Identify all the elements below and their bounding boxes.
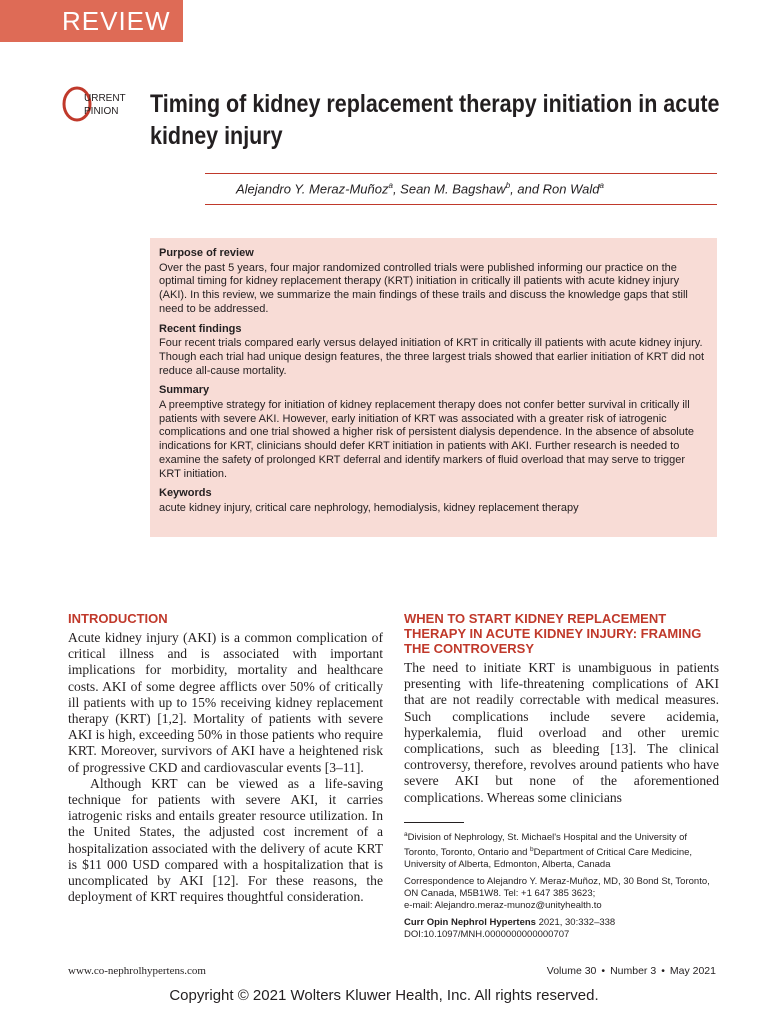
abstract-box — [150, 238, 717, 537]
current-opinion-logo — [62, 84, 132, 124]
affiliation-rule — [404, 822, 464, 823]
affiliations-block — [404, 829, 722, 946]
author-affiliation: b — [505, 181, 511, 190]
affiliation-text: $^a$Division of Nephrology, St. Michael's Hospital and the University of Toronto, Toronto, Ontario and $^b$Department of Critical Care Medicine, University of Alberta, Edmonton, Alberta, Canada — [404, 831, 693, 871]
summary-text: A preemptive strategy for initiation of kidney replacement therapy does not confer better survival in critically ill patients with severe AKI. However, early initiation of KRT was associated with a greater risk of iatrogenic complications and one trial showed a higher risk of persistent dialysis dependence. In the absence of absolute indications for KRT, clinicians should defer KRT initiation in patients with AKI. Further research is needed to examine the safety of prolonged KRT deferral and identify markers of fluid overload that may serve to trigger KRT initiation. — [159, 399, 695, 480]
issue-info: Volume 30 • Number 3 • May 2021 — [546, 965, 716, 977]
introduction-heading: INTRODUCTION — [68, 611, 168, 626]
email-address: e-mail: Alejandro.meraz-munoz@unityhealth.to — [404, 900, 602, 912]
logo-line1: URRENT — [84, 93, 126, 104]
intro-paragraph-1: Acute kidney injury (AKI) is a common complication of critical illness and is associated with important implications for morbidity, mortality and healthcare costs. AKI of some degree afflicts over 50% of critically ill patients with up to 15% receiving kidney replacement therapy (KRT) [1,2]. Mortality of patients with severe AKI is high, exceeding 50% in those patients who require KRT. Moreover, survivors of AKI have a heightened risk of progressive CKD and cardiovascular events [3–11]. — [68, 630, 383, 775]
keywords-text: acute kidney injury, critical care nephrology, hemodialysis, kidney replacement therapy — [159, 501, 579, 514]
summary-heading: Summary — [159, 384, 210, 397]
review-tab-label: REVIEW — [62, 5, 171, 36]
issue-date: May 2021 — [669, 965, 716, 977]
when-to-start-heading: WHEN TO START KIDNEY REPLACEMENT THERAPY IN ACUTE KIDNEY INJURY: FRAMING THE CONTROVERSY — [404, 611, 702, 656]
author-name: Alejandro Y. Meraz-Muñoz — [236, 181, 389, 197]
issue-number: Number 3 — [610, 965, 657, 977]
author-affiliation: a — [388, 181, 393, 190]
doi: DOI:10.1097/MNH.0000000000000707 — [404, 929, 570, 941]
body-right-column — [404, 611, 719, 806]
article-title: Timing of kidney replacement therapy initiation in acute kidney injury — [150, 90, 720, 150]
citation-text: Curr Opin Nephrol Hypertens 2021, 30:332–338 DOI:10.1097/MNH.0000000000000707 — [404, 917, 616, 941]
logo-line2: PINION — [84, 106, 119, 117]
correspondence-text: Correspondence to Alejandro Y. Meraz-Muñoz, MD, 30 Bond St, Toronto, ON Canada, M5B1W8. Tel: +1 647 385 3623; e-mail: Alejandro.meraz-munoz@unityhealth.to — [404, 876, 710, 912]
review-section-tab — [0, 0, 183, 42]
findings-text: Four recent trials compared early versus delayed initiation of KRT in critically ill patients with acute kidney injury. Though each trial had unique design features, the three largest trials showed that earlier initiation of KRT did not reduce all-cause mortality. — [159, 337, 705, 377]
authors-bottom-rule — [205, 204, 717, 205]
journal-name: Curr Opin Nephrol Hypertens — [404, 917, 536, 929]
journal-url[interactable]: www.co-nephrolhypertens.com — [68, 965, 206, 977]
author-name: Sean M. Bagshaw — [400, 181, 506, 197]
keywords-heading: Keywords — [159, 487, 212, 500]
purpose-heading: Purpose of review — [159, 247, 254, 259]
purpose-text: Over the past 5 years, four major randomized controlled trials were published informing our practice on the optimal timing for kidney replacement therapy (KRT) initiation in critically ill patients with acute kidney injury (AKI). In this review, we summarize the main findings of these trails and discuss the knowledge gaps that still need to be addressed. — [159, 261, 688, 315]
intro-paragraph-2: Although KRT can be viewed as a life-saving technique for patients with severe AKI, it carries iatrogenic risks and entails greater resource utilization. In the United States, the adjusted cost increment of a hospitalization associated with the delivery of acute KRT is $11 000 USD compared with a hospitalization that is uncomplicated by AKI [12]. For these reasons, the deployment of KRT requires thoughtful consideration. — [68, 775, 383, 905]
author-name: Ron Wald — [542, 181, 600, 197]
authors-top-rule — [205, 173, 717, 174]
author-affiliation: a — [599, 181, 604, 190]
volume: Volume 30 — [546, 965, 597, 977]
author-list: Alejandro Y. Meraz-Muñoz$^a$, Sean M. Bagshaw$^b$, and Ron Wald$^a$ — [236, 181, 604, 197]
when-to-start-paragraph: The need to initiate KRT is unambiguous in patients presenting with life-threatening complications of AKI that are not readily correctable with medical measures. Such complications include severe acidemia, hyperkalemia, fluid overload and other uremic complications, such as bleeding [13]. The clinical controversy, therefore, revolves around patients who have severe AKI but none of the aforementioned complications. Whereas some clinicians — [404, 660, 719, 805]
copyright-notice: Copyright © 2021 Wolters Kluwer Health, Inc. All rights reserved. — [169, 987, 599, 1004]
findings-heading: Recent findings — [159, 322, 242, 335]
body-left-column — [68, 611, 383, 905]
